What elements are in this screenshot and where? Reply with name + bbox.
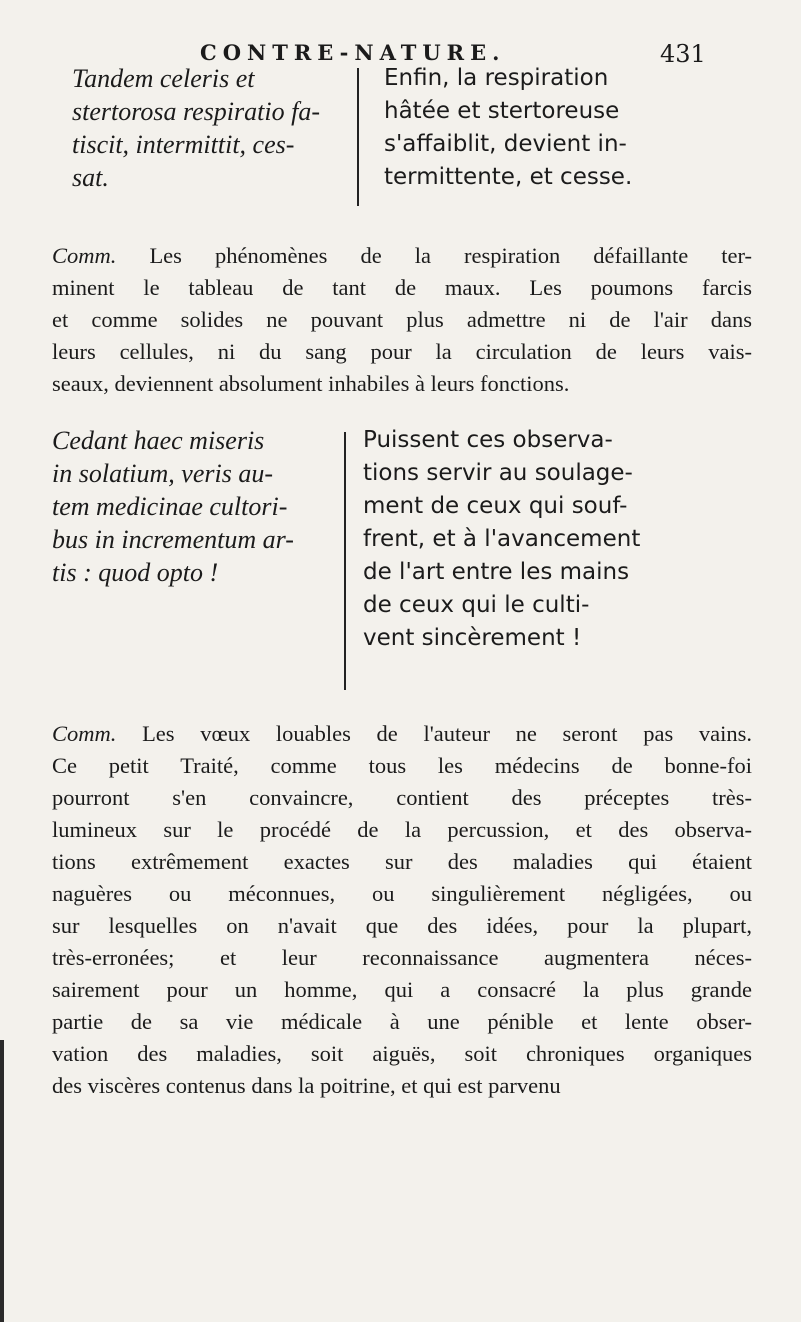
page-edge-shadow — [0, 1040, 4, 1322]
french-line: de l'art entre les mains — [363, 559, 630, 585]
latin-line: Cedant haec miseris — [52, 426, 265, 455]
french-line: vent sincèrement ! — [363, 625, 582, 651]
french-line: de ceux qui le culti- — [363, 592, 590, 618]
french-line: tions servir au soulage- — [363, 460, 633, 486]
latin-line: tem medicinae cultori- — [52, 492, 288, 521]
french-line: frent, et à l'avancement — [363, 526, 641, 552]
latin-line: tiscit, intermittit, ces- — [72, 130, 295, 159]
commentary-line: sur lesquelles on n'avait que des idées, pour la plupart, — [52, 913, 752, 938]
column-divider-2 — [344, 432, 346, 690]
commentary-line: leurs cellules, ni du sang pour la circulation de leurs vais- — [52, 339, 752, 364]
commentary-line: Ce petit Traité, comme tous les médecins de bonne-foi — [52, 753, 752, 778]
commentary-1 — [52, 240, 752, 400]
latin-text-2 — [52, 424, 294, 589]
commentary-line: Les vœux louables de l'auteur ne seront pas vains. — [142, 721, 752, 746]
latin-line: bus in incrementum ar- — [52, 525, 294, 554]
running-title: CONTRE-NATURE. — [200, 40, 506, 65]
french-line: hâtée et stertoreuse — [384, 98, 620, 124]
french-line: Puissent ces observa- — [363, 427, 613, 453]
french-line: Enfin, la respiration — [384, 65, 609, 91]
commentary-line: naguères ou méconnues, ou singulièrement négligées, ou — [52, 881, 752, 906]
commentary-line: très-erronées; et leur reconnaissance augmentera néces- — [52, 945, 752, 970]
commentary-line: minent le tableau de tant de maux. Les poumons farcis — [52, 275, 752, 300]
commentary-line: sairement pour un homme, qui a consacré la plus grande — [52, 977, 752, 1002]
commentary-line: lumineux sur le procédé de la percussion, et des observa- — [52, 817, 752, 842]
commentary-line: Les phénomènes de la respiration défaillante ter- — [149, 243, 753, 268]
latin-line: Tandem celeris et — [72, 64, 255, 93]
commentary-line: partie de sa vie médicale à une pénible et lente obser- — [52, 1009, 752, 1034]
commentary-label: Comm. — [52, 243, 117, 268]
commentary-line: seaux, deviennent absolument inhabiles à leurs fonctions. — [52, 371, 570, 396]
commentary-2 — [52, 718, 752, 1102]
commentary-line: et comme solides ne pouvant plus admettre ni de l'air dans — [52, 307, 752, 332]
french-line: s'affaiblit, devient in- — [384, 131, 627, 157]
french-line: termittente, et cesse. — [384, 164, 633, 190]
commentary-line: des viscères contenus dans la poitrine, et qui est parvenu — [52, 1073, 561, 1098]
latin-line: tis : quod opto ! — [52, 558, 219, 587]
latin-line: stertorosa respiratio fa- — [72, 97, 320, 126]
column-divider-1 — [357, 68, 359, 206]
commentary-label: Comm. — [52, 721, 117, 746]
page-number: 431 — [660, 40, 706, 68]
commentary-line: vation des maladies, soit aiguës, soit chroniques organiques — [52, 1041, 752, 1066]
commentary-line: tions extrêmement exactes sur des maladies qui étaient — [52, 849, 752, 874]
french-text-2 — [363, 424, 640, 655]
french-text-1 — [384, 62, 632, 194]
latin-text-1 — [72, 62, 320, 194]
latin-line: in solatium, veris au- — [52, 459, 273, 488]
french-line: ment de ceux qui souf- — [363, 493, 628, 519]
latin-line: sat. — [72, 163, 109, 192]
commentary-line: pourront s'en convaincre, contient des préceptes très- — [52, 785, 752, 810]
